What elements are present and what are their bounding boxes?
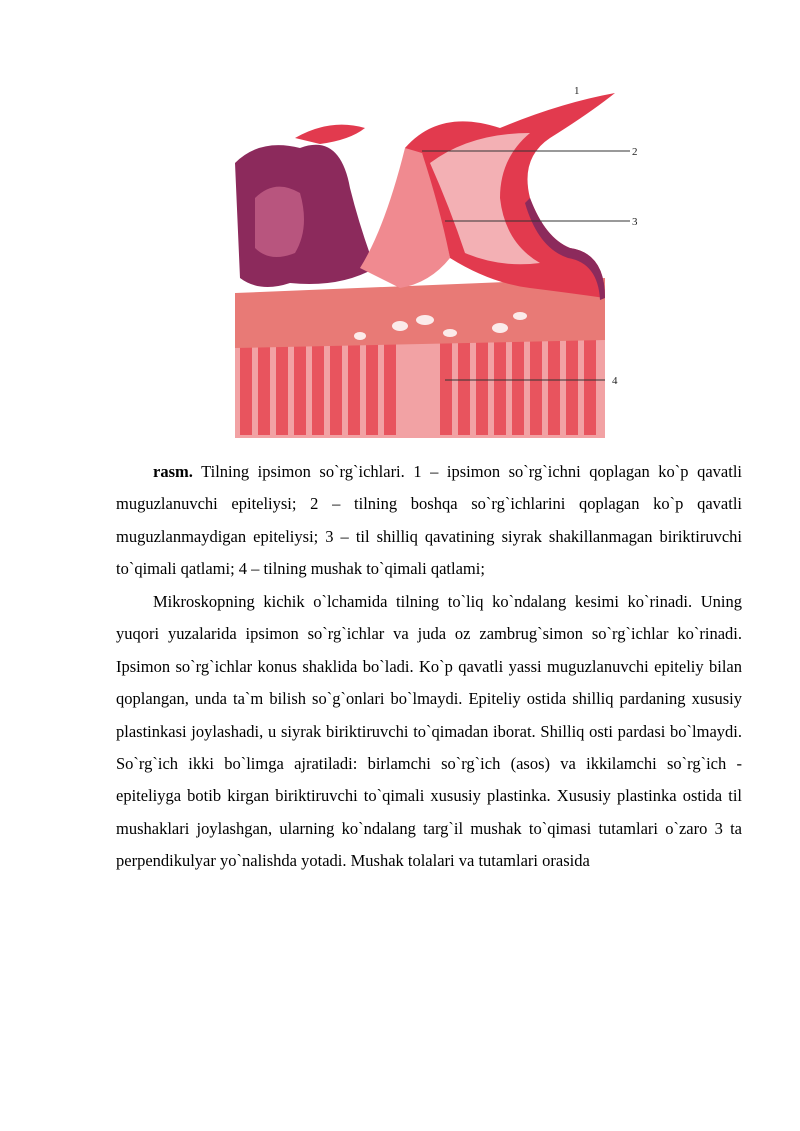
figure-label-3: 3 (632, 216, 638, 228)
figure-label-2: 2 (632, 146, 638, 158)
paragraph-text: Mikroskopning kichik o`lchamida tilning to`liq ko`ndalang kesimi ko`rinadi. Uning yuqori yuzalarida ipsimon so`rg`ichlar va juda oz zambrug`simon so`rg`ichlar ko`rinadi. Ipsimon so`rg`ichlar konus shaklida bo`ladi. Ko`p qavatli yassi muguzlanuvchi epiteliy bilan qoplangan, unda ta`m bilish so`g`onlari bo`lmaydi. Epiteliy ostida shilliq pardaning xususiy plastinkasi joylashadi, u siyrak biriktiruvchi to`qimadan iborat. Shilliq osti pardasi bo`lmaydi. So`rg`ich ikki bo`limga ajratiladi: birlamchi so`rg`ich (asos) va ikkilamchi so`rg`ich - epiteliyga botib kirgan biriktiruvchi to`qimali xususiy plastinka. Xususiy plastinka ostida til mushaklari joylashgan, ularning ko`ndalang targ`il mushak to`qimasi tutamlari o`zaro 3 ta perpendikulyar yo`nalishda yotadi. Mushak tolalari va tutamlari orasida (116, 592, 742, 871)
caption-text: Tilning ipsimon so`rg`ichlari. 1 – ipsimon so`rg`ichni qoplagan ko`p qavatli muguzlanuvchi epiteliysi; 2 – tilning boshqa so`rg`ichlarini qoplagan ko`p qavatli muguzlanmaydigan epiteliysi; 3 – til shilliq qavatining siyrak shakillanmagan biriktiruvchi to`qimali qatlami; 4 – tilning mushak to`qimali qatlami; (116, 462, 742, 579)
figure-label-4: 4 (612, 375, 618, 387)
body-paragraph (116, 586, 742, 878)
tongue-histology-figure (200, 78, 640, 443)
figure-label-1: 1 (574, 85, 580, 97)
figure-caption (116, 456, 742, 586)
caption-lead: rasm. (153, 462, 193, 481)
histology-illustration (200, 78, 640, 443)
